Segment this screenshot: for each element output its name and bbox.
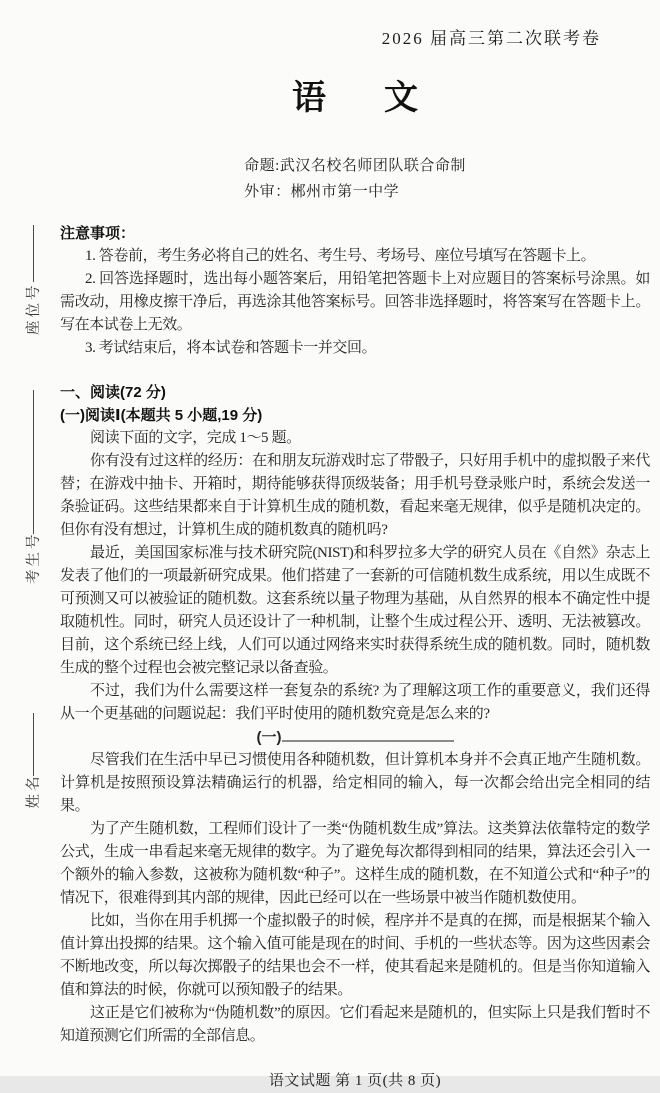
notice-item-2: 2. 回答选择题时，选出每小题答案后，用铅笔把答题卡上对应题目的答案标号涂黑。如需改动，用橡皮擦干净后，再选涂其他答案标号。回答非选择题时，将答案写在答题卡上。写在本试卷上无效。 xyxy=(60,271,650,333)
seal-fill-line-candidate xyxy=(33,390,34,534)
passage-part-heading xyxy=(60,726,650,749)
credits-block xyxy=(60,153,650,205)
paper-content xyxy=(60,222,650,1093)
passage-paragraph: 为了产生随机数，工程师们设计了一类“伪随机数生成”算法。这类算法依靠特定的数学公式，生成一串看起来毫无规律的数字。为了避免每次都得到相同的结果，算法还会引入一个额外的输入参数，这被称为随机数“种子”。这样生成的随机数，在不知道公式和“种子”的情况下，很难得到其内部的规律，因此已经可以在一些场景中被当作随机数使用。 xyxy=(60,821,650,906)
notice-heading: 注意事项： xyxy=(60,225,136,242)
exam-session-title: 2026 届高三第二次联考卷 xyxy=(381,29,601,48)
subject-char-2: 文 xyxy=(384,79,418,117)
subject-char-1: 语 xyxy=(292,79,326,117)
passage-paragraph: 不过，我们为什么需要这样一套复杂的系统? 为了理解这项工作的重要意义，我们还得从一个更基础的问题说起：我们平时使用的随机数究竟是怎么来的? xyxy=(60,683,650,722)
passage-paragraph: 你有没有过这样的经历：在和朋友玩游戏时忘了带骰子，只好用手机中的虚拟骰子来代替；在游戏中抽卡、开箱时，期待能够获得顶级装备；用手机号登录账户时，系统会发送一条验证码。这些结果都来自于计算机生成的随机数，看起来毫无规律，似乎是随机决定的。但你有没有想过，计算机生成的随机数真的随机吗? xyxy=(60,453,650,538)
subject-title xyxy=(60,70,650,119)
page-footer-label: 语文试题 第 1 页(共 8 页) xyxy=(268,1073,442,1089)
passage-paragraph: 这正是它们被称为“伪随机数”的原因。它们看起来是随机的，但实际上只是我们暂时不知道预测它们所需的全部信息。 xyxy=(60,1005,650,1044)
notice-item-3: 3. 考试结束后，将本试卷和答题卡一并交回。 xyxy=(85,340,377,356)
proposer-line: 命题:武汉名校名师团队联合命制 xyxy=(244,158,466,174)
passage-paragraph: 比如，当你在用手机掷一个虚拟骰子的时候，程序并不是真的在掷，而是根据某个输入值计算出投掷的结果。这个输入值可能是现在的时间、手机的一些状态等。因为这些因素会不断地改变，所以每次掷骰子的结果也会不一样，使其看起来是随机的。但是当你知道输入值和算法的时候，你就可以预知骰子的结果。 xyxy=(60,913,650,998)
blank-underline xyxy=(282,736,454,742)
passage-paragraph: 尽管我们在生活中早已习惯使用各种随机数，但计算机本身并不会真正地产生随机数。计算机是按照预设算法精确运行的机器，给定相同的输入，每一次都会给出完全相同的结果。 xyxy=(60,752,650,814)
seal-fill-line-seat xyxy=(33,225,34,282)
section-heading-reading: 一、阅读(72 分) xyxy=(60,384,166,401)
notice-item-1: 1. 答卷前，考生务必将自己的姓名、考生号、考场号、座位号填写在答题卡上。 xyxy=(85,248,596,264)
seal-label-name: 姓名 xyxy=(26,773,42,809)
part-marker-label: (一) xyxy=(256,729,282,746)
seal-label-candidate-number: 考生号 xyxy=(26,531,42,584)
passage-paragraph: 最近，美国国家标准与技术研究院(NIST)和科罗拉多大学的研究人员在《自然》杂志上发表了他们的一项最新研究成果。他们搭建了一套新的可信随机数生成系统，用以生成既不可预测又可以被验证的随机数。这套系统以量子物理为基础，从自然界的根本不确定性中提取随机性。同时，研究人员还设计了一种机制，让整个生成过程公开、透明、无法被篡改。目前，这个系统已经上线，人们可以通过网络来实时获得系统生成的随机数。同时，随机数生成的整个过程也会被完整记录以备查验。 xyxy=(60,545,650,676)
section-subheading-reading1: (一)阅读Ⅰ(本题共 5 小题,19 分) xyxy=(60,407,263,424)
reading-instruction: 阅读下面的文字，完成 1～5 题。 xyxy=(90,430,301,446)
seal-label-seat-number: 座位号 xyxy=(26,282,42,335)
reviewer-line: 外审：郴州市第一中学 xyxy=(244,184,400,200)
